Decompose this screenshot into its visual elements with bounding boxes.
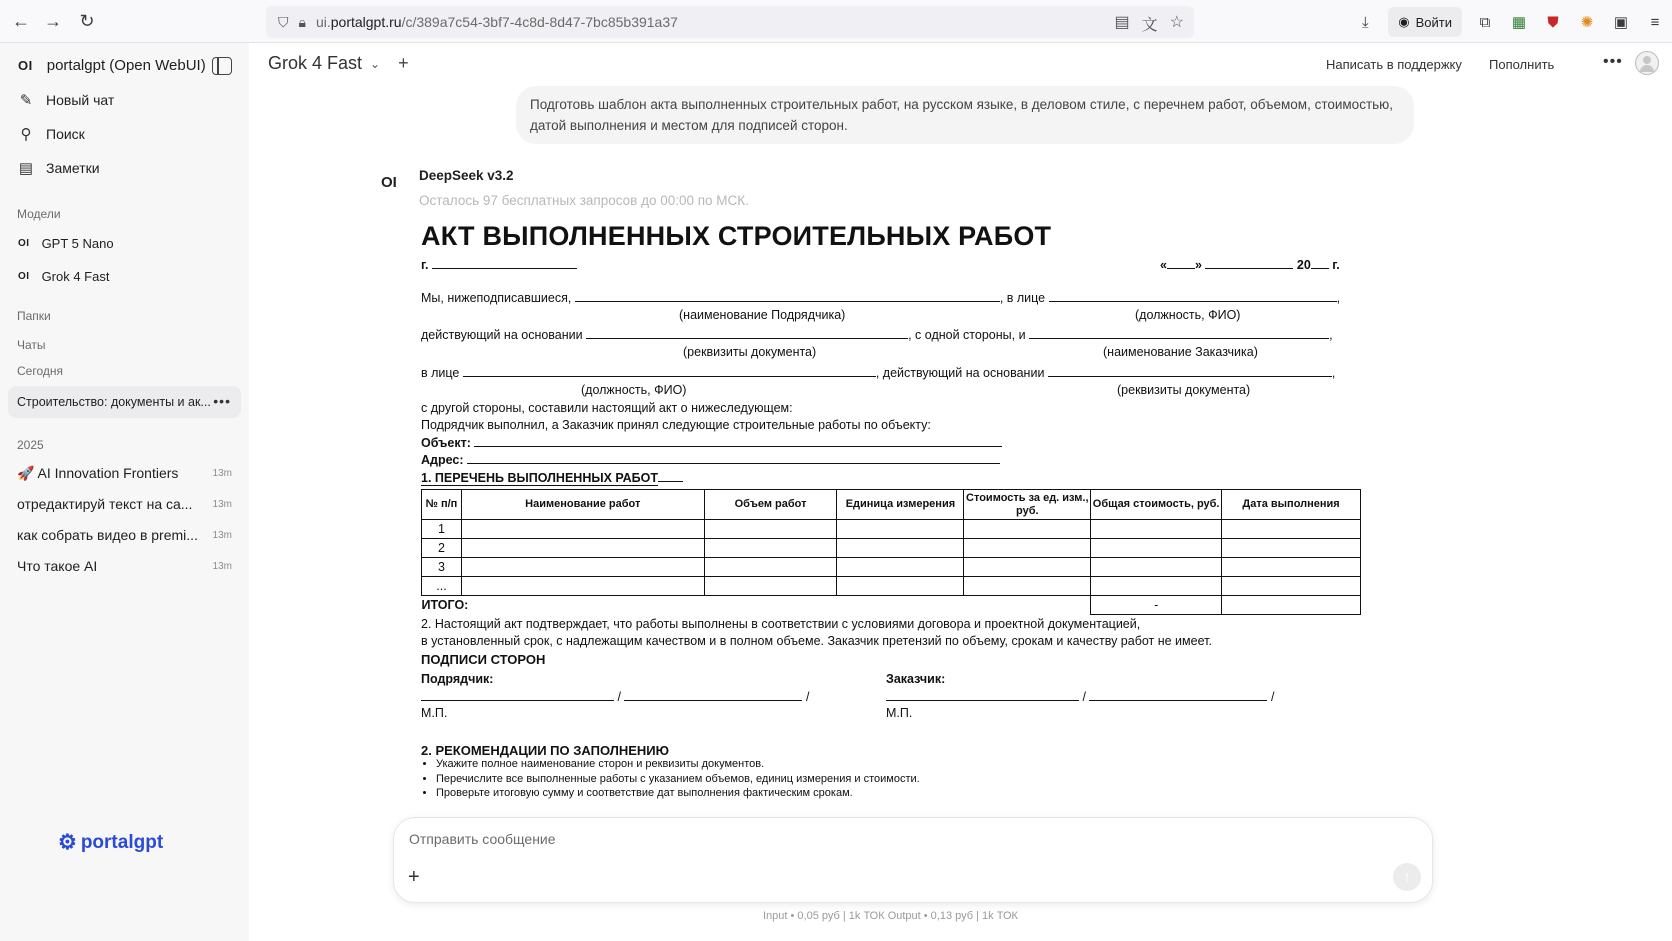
comma: , <box>1331 366 1336 380</box>
date-mid: » <box>1194 258 1202 272</box>
list-item: • Проверьте итоговую сумму и соответствие дат выполнения фактическим срокам. <box>436 786 920 801</box>
chat-header <box>249 43 1672 87</box>
address-label: Адрес: <box>421 453 464 467</box>
url-prefix: ui. <box>315 14 331 30</box>
menu-icon[interactable]: ≡ <box>1650 13 1660 31</box>
ublock-icon[interactable]: ⛊ <box>1547 13 1559 31</box>
sidebar <box>0 43 249 941</box>
chat-time: 13m <box>212 468 232 479</box>
one-side-text: , с одной стороны, и <box>908 328 1026 342</box>
url-host: portalgpt.ru <box>330 14 402 30</box>
avatar[interactable] <box>1635 51 1659 75</box>
chat-title: отредактируй текст на са... <box>17 496 193 512</box>
sidebar-item-search[interactable] <box>18 125 85 143</box>
user-message: Подготовь шаблон акта выполненных строительных работ, на русском языке, в деловом стиле, с перечнем работ, объемом, стоимостью, датой выполнения и местом для подписей сторон. <box>516 86 1414 144</box>
lock-icon: 🔒︎ <box>298 13 306 30</box>
comma: , <box>1336 291 1341 305</box>
more-icon[interactable]: ••• <box>213 393 231 409</box>
acting-text: действующий на основании <box>421 328 583 342</box>
sidebar-item-notes[interactable] <box>18 159 100 177</box>
row-number: ... <box>422 577 462 596</box>
model-label: GPT 5 Nano <box>41 236 114 251</box>
contractor-did-text: Подрядчик выполнил, а Заказчик принял следующие строительные работы по объекту: <box>421 418 931 432</box>
apps-grid-icon[interactable]: ▦ <box>1511 14 1527 31</box>
topup-link[interactable]: Пополнить <box>1489 57 1555 72</box>
model-logo-icon: OI <box>18 271 30 282</box>
brand-title: portalgpt (Open WebUI) <box>46 57 206 74</box>
section2-title: 2. РЕКОМЕНДАЦИИ ПО ЗАПОЛНЕНИЮ <box>421 743 670 758</box>
extension-fox-icon[interactable]: ✺ <box>1580 14 1594 31</box>
edit-icon: ✎ <box>19 92 33 109</box>
parties-line-2 <box>421 327 1333 342</box>
section1-title <box>421 470 683 485</box>
account-icon: ◉ <box>1398 14 1410 29</box>
caption-requisites2: (реквизиты документа) <box>1117 383 1251 397</box>
acting2-text: , действующий на основании <box>875 366 1045 380</box>
bookmark-star-icon[interactable]: ☆ <box>1169 14 1184 31</box>
arrow-up-icon: ↑ <box>1403 868 1411 886</box>
chat-item-active[interactable] <box>8 386 241 418</box>
column-header: Объем работ <box>704 490 837 520</box>
folders-section-title[interactable]: Папки <box>17 309 51 323</box>
sidebar-model-grok4fast[interactable] <box>18 269 109 284</box>
we-text: Мы, нижеподписавшиеся, <box>421 291 572 305</box>
portalgpt-logo[interactable] <box>58 830 163 855</box>
chats-section-title[interactable]: Чаты <box>17 338 46 352</box>
signatures-title: ПОДПИСИ СТОРОН <box>421 652 546 667</box>
chat-title: Что такое AI <box>17 558 98 574</box>
slash: / <box>617 690 621 704</box>
support-link[interactable]: Написать в поддержку <box>1326 57 1462 72</box>
chevron-down-icon: ⌄ <box>370 56 381 71</box>
works-table <box>421 489 1361 615</box>
assistant-avatar-icon: OI <box>381 174 397 191</box>
chat-time: 13m <box>212 560 232 572</box>
year-suffix: г. <box>1332 258 1340 272</box>
login-label: Войти <box>1415 14 1452 30</box>
sidebar-item-label: Поиск <box>46 126 85 142</box>
table-header-row <box>422 490 1361 520</box>
sidebar-model-gpt5nano[interactable] <box>18 236 114 251</box>
slash: / <box>1082 690 1086 704</box>
address-line <box>421 452 1000 467</box>
message-composer <box>393 817 1433 903</box>
stamp-contractor: М.П. <box>421 706 448 720</box>
chat-item[interactable] <box>17 465 232 482</box>
chat-item[interactable] <box>17 558 232 574</box>
caption-customer: (наименование Заказчика) <box>1103 345 1258 359</box>
table-row <box>422 520 1361 539</box>
logo-text: portalgpt <box>80 831 164 853</box>
quota-status: Осталось 97 бесплатных запросов до 00:00 по МСК. <box>419 193 749 208</box>
slash: / <box>1270 690 1275 704</box>
total-label: ИТОГО: <box>422 596 1091 615</box>
extensions-icon[interactable]: ⧉ <box>1479 13 1491 31</box>
chat-title: как собрать видео в premi... <box>17 527 198 543</box>
row-number: 2 <box>422 539 462 558</box>
sidebar-item-label: Новый чат <box>46 92 115 108</box>
url-path: /c/389a7c54-3bf7-4c8d-8d47-7bc85b391a37 <box>401 14 678 30</box>
customer-sign-line <box>886 689 1274 704</box>
model-name: Grok 4 Fast <box>268 53 363 73</box>
column-header: Стоимость за ед. изм., руб. <box>964 490 1091 520</box>
parties-line-3 <box>421 365 1335 380</box>
column-header: № п/п <box>422 490 462 520</box>
total-row <box>422 596 1361 615</box>
message-input[interactable] <box>409 831 1309 847</box>
document-title: АКТ ВЫПОЛНЕННЫХ СТРОИТЕЛЬНЫХ РАБОТ <box>421 221 1052 251</box>
chat-title: Строительство: документы и ак... <box>17 395 211 409</box>
column-header: Общая стоимость, руб. <box>1091 490 1222 520</box>
model-logo-icon: OI <box>18 238 30 249</box>
para2-line2: в установленный срок, с надлежащим качеством и в полном объеме. Заказчик претензий по объему, срокам и качеству работ не имеет. <box>421 634 1212 648</box>
parties-line-1 <box>421 290 1340 305</box>
attach-plus-icon[interactable]: + <box>408 866 420 888</box>
add-model-icon[interactable]: + <box>398 53 409 73</box>
chat-time: 13m <box>212 529 232 541</box>
section1-label: 1. ПЕРЕЧЕНЬ ВЫПОЛНЕННЫХ РАБОТ <box>421 471 659 485</box>
date-open: « <box>1160 258 1167 272</box>
column-header: Единица измерения <box>837 490 964 520</box>
recommendations-list <box>436 757 920 801</box>
browser-toolbar <box>0 0 1672 43</box>
back-icon[interactable]: ← <box>12 10 30 31</box>
table-row <box>422 577 1361 596</box>
chat-time: 13m <box>212 498 232 510</box>
customer-label: Заказчик: <box>886 672 946 686</box>
reload-icon[interactable]: ↻ <box>79 10 95 31</box>
slash: / <box>805 690 810 704</box>
column-header: Дата выполнения <box>1222 490 1361 520</box>
caption-contractor: (наименование Подрядчика) <box>679 308 846 322</box>
para2-line1: 2. Настоящий акт подтверждает, что работы выполнены в соответствии с условиями договора и проектной документацией, <box>421 617 1141 631</box>
list-item: • Перечислите все выполненные работы с указанием объемов, единиц измерения и стоимости. <box>436 772 920 787</box>
model-selector[interactable] <box>268 53 409 74</box>
pricing-footer: Input • 0,05 руб | 1k ТОК Output • 0,13 руб | 1k ТОК <box>763 910 1018 922</box>
table-row <box>422 558 1361 577</box>
notes-icon: ▤ <box>18 160 34 177</box>
contractor-label: Подрядчик: <box>421 672 494 686</box>
chat-title: 🚀 AI Innovation Frontiers <box>17 465 179 481</box>
caption-position: (должность, ФИО) <box>1135 308 1241 322</box>
row-number: 1 <box>422 520 462 539</box>
brand[interactable] <box>18 57 206 74</box>
sidebar-item-label: Заметки <box>46 160 100 176</box>
date-line <box>1160 257 1340 272</box>
sidebar-view-icon[interactable]: ▣ <box>1613 14 1629 31</box>
translate-icon[interactable]: 文 <box>1141 17 1158 34</box>
table-row <box>422 539 1361 558</box>
sidebar-item-new-chat[interactable] <box>18 91 114 109</box>
year-section-title: 2025 <box>17 438 44 452</box>
other-side-text: с другой стороны, составили настоящий акт о нижеследующем: <box>421 401 793 415</box>
caption-requisites: (реквизиты документа) <box>683 345 817 359</box>
object-label: Объект: <box>421 436 471 450</box>
total-value: - <box>1091 596 1222 615</box>
gear-logo-icon: ⚙ <box>58 831 77 854</box>
today-section-title: Сегодня <box>17 364 63 378</box>
in-person-text: , в лице <box>999 291 1046 305</box>
contractor-sign-line <box>421 689 809 704</box>
chat-item[interactable] <box>17 496 232 512</box>
model-label: Grok 4 Fast <box>41 269 110 284</box>
send-button[interactable] <box>1393 863 1421 891</box>
city-label: г. <box>421 258 429 272</box>
object-line <box>421 435 1002 450</box>
caption-position2: (должность, ФИО) <box>581 383 687 397</box>
openwebui-logo-icon: OI <box>18 58 33 73</box>
assistant-name: DeepSeek v3.2 <box>419 168 514 183</box>
forward-icon[interactable]: → <box>44 10 62 31</box>
models-section-title: Модели <box>17 207 61 221</box>
more-icon[interactable]: ••• <box>1603 53 1623 70</box>
city-line <box>421 257 577 272</box>
save-page-icon[interactable]: ▤ <box>1114 14 1130 31</box>
row-number: 3 <box>422 558 462 577</box>
year-label: 20 <box>1296 258 1311 272</box>
chat-item[interactable] <box>17 527 232 543</box>
address-bar[interactable] <box>266 6 1194 38</box>
sidebar-toggle-icon[interactable] <box>212 57 232 75</box>
stamp-customer: М.П. <box>886 706 913 720</box>
download-icon[interactable]: ⤓ <box>1361 13 1369 31</box>
shield-icon: ⛉ <box>278 13 289 30</box>
in-person2-text: в лице <box>421 366 460 380</box>
login-button[interactable] <box>1388 7 1462 37</box>
comma: , <box>1329 328 1333 342</box>
list-item: • Укажите полное наименование сторон и реквизиты документов. <box>436 757 920 772</box>
search-icon: ⚲ <box>20 126 32 143</box>
column-header: Наименование работ <box>461 490 704 520</box>
